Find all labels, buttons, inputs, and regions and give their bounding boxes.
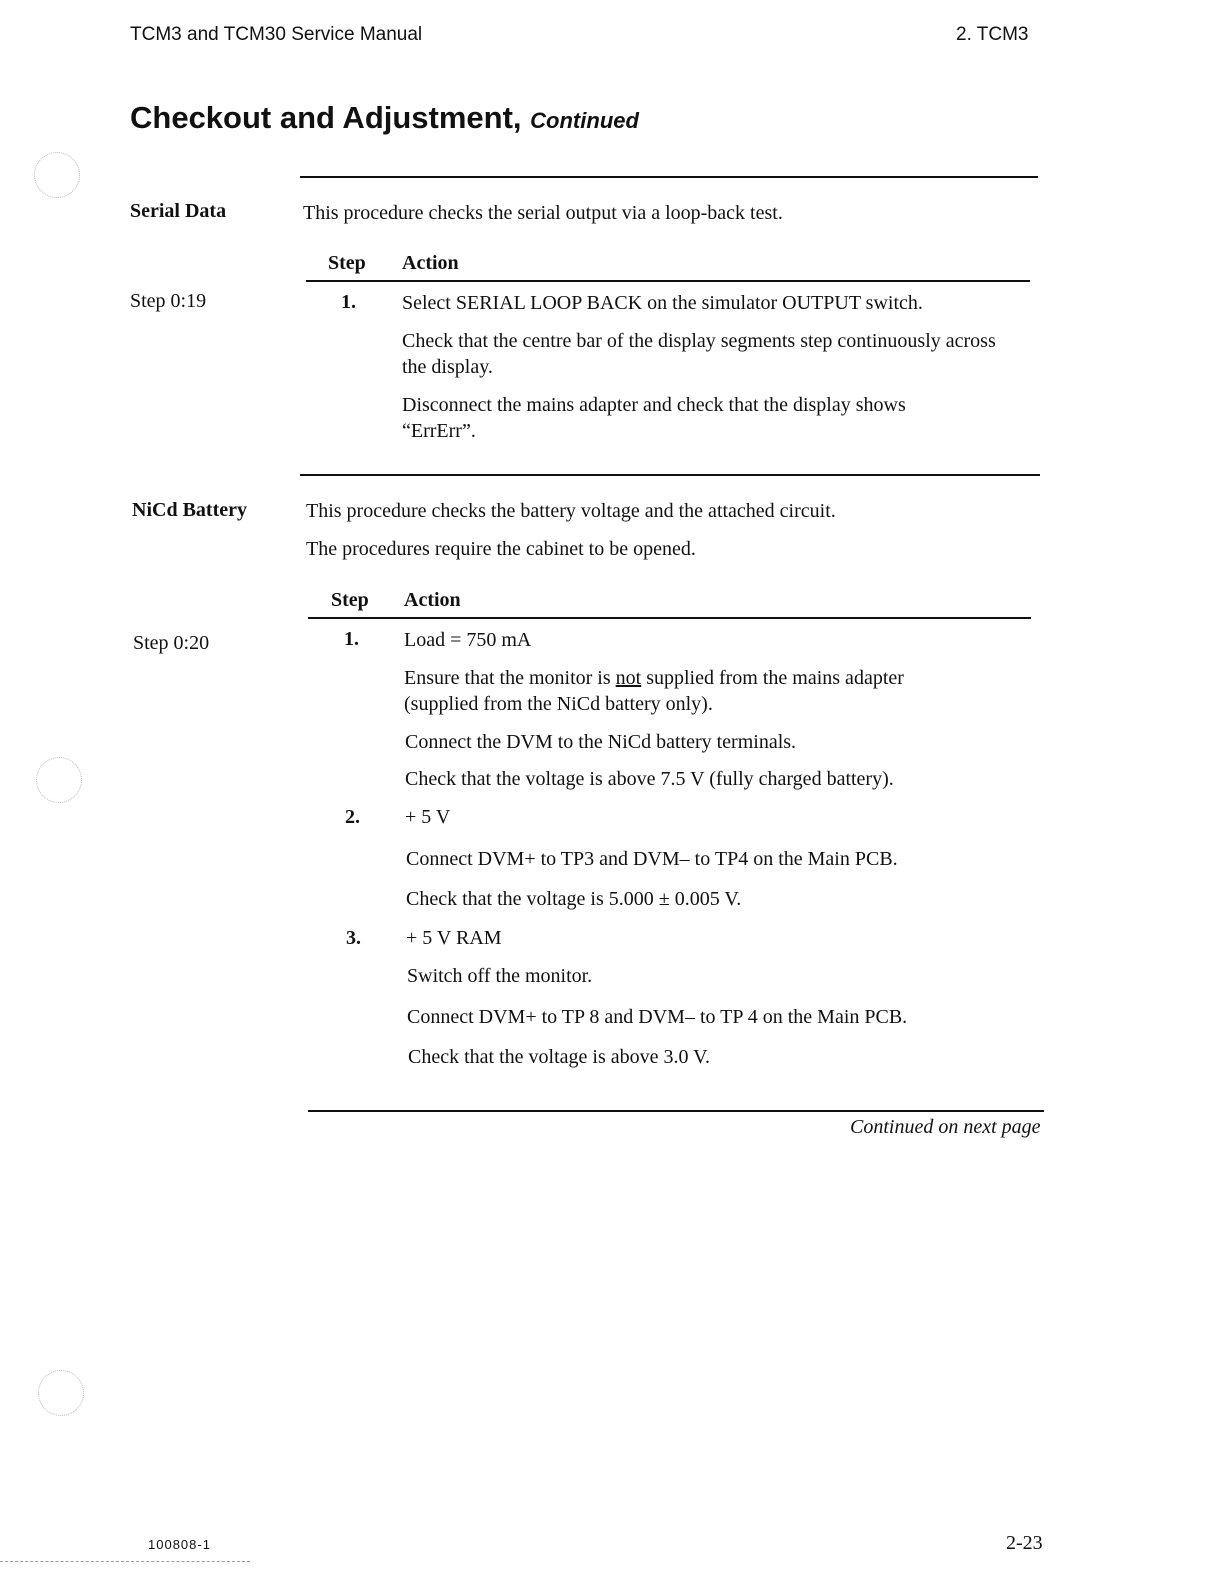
nicd-step-2-action-a: + 5 V <box>405 806 451 828</box>
nicd-step-2-action-b: Connect DVM+ to TP3 and DVM– to TP4 on the Main PCB. <box>406 848 898 870</box>
serial-step-1-action-a: Select SERIAL LOOP BACK on the simulator OUTPUT switch. <box>402 292 923 314</box>
nicd-step-3-action-c: Connect DVM+ to TP 8 and DVM– to TP 4 on the Main PCB. <box>407 1006 908 1028</box>
nicd-step-2-number: 2. <box>345 806 360 828</box>
nicd-step-2-action-c: Check that the voltage is 5.000 ± 0.005 V. <box>406 888 742 910</box>
serial-step-number: 1. <box>341 291 356 313</box>
closing-rule <box>308 1110 1044 1112</box>
serial-table-rule <box>306 280 1030 282</box>
nicd-step-1-b-emphasis: not <box>615 667 642 689</box>
section-rule-serial <box>300 176 1038 178</box>
nicd-step-3-number: 3. <box>346 927 361 949</box>
nicd-col-step: Step <box>331 589 369 611</box>
nicd-step-3-action-a: + 5 V RAM <box>406 927 502 949</box>
serial-col-action: Action <box>402 252 459 274</box>
continued-next-page: Continued on next page <box>850 1116 1041 1138</box>
running-header-right: 2. TCM3 <box>956 24 1029 45</box>
nicd-intro-1: This procedure checks the battery voltage and the attached circuit. <box>306 500 836 522</box>
nicd-step-1-b-pre: Ensure that the monitor is <box>404 667 616 689</box>
punch-hole-middle <box>36 757 82 803</box>
serial-step-1-action-c: Disconnect the mains adapter and check that the display shows “ErrErr”. <box>402 394 906 442</box>
serial-col-step: Step <box>328 252 366 274</box>
punch-hole-bottom <box>38 1370 84 1416</box>
nicd-table-rule <box>308 617 1031 619</box>
nicd-step-1-action-a: Load = 750 mA <box>404 629 532 651</box>
page-title <box>130 100 639 136</box>
page-title-main: Checkout and Adjustment, <box>130 100 522 135</box>
nicd-step-3-action-b: Switch off the monitor. <box>407 965 593 987</box>
nicd-step-1-action-d: Check that the voltage is above 7.5 V (fully charged battery). <box>405 768 894 790</box>
serial-intro: This procedure checks the serial output via a loop-back test. <box>303 202 783 224</box>
nicd-step-1-b-post: supplied from the mains adapter (supplied from the NiCd battery only). <box>404 667 904 715</box>
running-header-left: TCM3 and TCM30 Service Manual <box>130 24 423 45</box>
serial-step-1-action-b: Check that the centre bar of the display segments step continuously across the display. <box>402 330 996 378</box>
document-number: 100808-1 <box>148 1537 211 1552</box>
serial-side-step: Step 0:19 <box>130 290 207 312</box>
nicd-intro-2: The procedures require the cabinet to be opened. <box>306 538 696 560</box>
scan-edge-line <box>0 1561 250 1562</box>
nicd-step-3-action-d: Check that the voltage is above 3.0 V. <box>408 1046 710 1068</box>
nicd-step-1-action-c: Connect the DVM to the NiCd battery terminals. <box>405 731 797 753</box>
nicd-side-step: Step 0:20 <box>133 632 210 654</box>
page-title-continued: Continued <box>530 108 639 133</box>
page-number: 2-23 <box>1006 1532 1043 1554</box>
section-rule-nicd <box>300 474 1040 476</box>
nicd-col-action: Action <box>404 589 461 611</box>
section-heading-serial: Serial Data <box>130 200 227 222</box>
nicd-step-1-number: 1. <box>344 628 359 650</box>
punch-hole-top <box>34 152 80 198</box>
section-heading-nicd: NiCd Battery <box>132 499 247 521</box>
nicd-step-1-action-b <box>404 665 974 717</box>
